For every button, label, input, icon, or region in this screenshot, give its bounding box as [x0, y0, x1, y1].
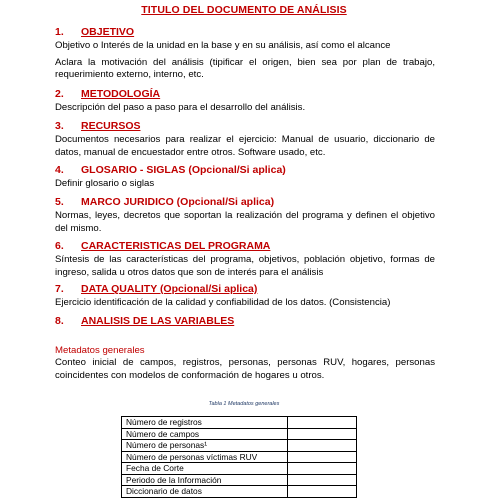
section-heading: [55, 26, 435, 39]
section-number: 1.: [55, 26, 64, 38]
section-glosario: [55, 164, 435, 191]
section-paragraph: Ejercicio identificación de la calidad y confiabilidad de los datos. (Consistencia): [55, 297, 391, 308]
table-cell-label: Número de personas víctimas RUV: [122, 451, 288, 463]
section-number: 8.: [55, 315, 64, 327]
section-title: METODOLOGÍA: [81, 88, 161, 100]
table-caption: Tabla 1 Metadatos generales: [208, 401, 280, 407]
section-objetivo: [55, 26, 435, 82]
section-title: GLOSARIO - SIGLAS (Opcional/Si aplica): [81, 164, 286, 176]
section-paragraph: Síntesis de las características del programa, objetivos, población objetivo, formas de ingreso, salida u otros datos que son de interés para el análisis: [55, 254, 435, 278]
section-number: 6.: [55, 240, 64, 252]
table-cell-value: [288, 451, 357, 463]
section-title: MARCO JURIDICO (Opcional/Si aplica): [81, 196, 275, 208]
table-cell-label: Número de campos: [122, 428, 288, 440]
table-cell-label: Periodo de la Información: [122, 474, 288, 486]
section-heading: [55, 283, 435, 296]
table-row: [122, 417, 357, 429]
table-row: [122, 428, 357, 440]
section-number: 5.: [55, 196, 64, 208]
table-row: [122, 451, 357, 463]
section-recursos: [55, 120, 435, 159]
section-metodologia: [55, 88, 435, 115]
table-cell-value: [288, 474, 357, 486]
section-paragraph: Definir glosario o siglas: [55, 178, 155, 189]
section-number: 4.: [55, 164, 64, 176]
section-title: ANALISIS DE LAS VARIABLES: [81, 315, 235, 327]
table-row: [122, 440, 357, 452]
table-row: [122, 463, 357, 475]
table-cell-value: [288, 428, 357, 440]
table-cell-value: [288, 486, 357, 498]
section-analisis-variables: [55, 315, 435, 328]
section-heading: [55, 88, 435, 101]
section-number: 3.: [55, 120, 64, 132]
section-title: CARACTERISTICAS DEL PROGRAMA: [81, 240, 271, 252]
table-cell-value: [288, 417, 357, 429]
section-paragraph: Normas, leyes, decretos que soportan la realización del programa y definen el objetivo del mismo.: [55, 210, 435, 234]
table-cell-label: Diccionario de datos: [122, 486, 288, 498]
section-marco-juridico: [55, 196, 435, 235]
section-heading: [55, 315, 435, 328]
metadatos-block: [55, 345, 435, 382]
table-cell-label: Fecha de Corte: [122, 463, 288, 475]
section-title: OBJETIVO: [81, 26, 135, 38]
table-row: [122, 486, 357, 498]
table-cell-value: [288, 463, 357, 475]
document-title: TITULO DEL DOCUMENTO DE ANÁLISIS: [141, 4, 347, 16]
section-paragraph: Descripción del paso a paso para el desarrollo del análisis.: [55, 102, 306, 113]
table-cell-label: Número de personas¹: [122, 440, 288, 452]
metadatos-table: [121, 416, 357, 498]
table-cell-label: Número de registros: [122, 417, 288, 429]
section-data-quality: [55, 283, 435, 310]
section-heading: [55, 164, 435, 177]
section-number: 7.: [55, 283, 64, 295]
section-heading: [55, 120, 435, 133]
section-caracteristicas: [55, 240, 435, 279]
section-number: 2.: [55, 88, 64, 100]
section-title: DATA QUALITY (Opcional/Si aplica): [81, 283, 258, 295]
table-row: [122, 474, 357, 486]
metadatos-subheading: Metadatos generales: [55, 345, 145, 356]
section-paragraph: Documentos necesarios para realizar el ejercicio: Manual de usuario, diccionario de datos, manual de encuestador entre otros. Software usado, etc.: [55, 134, 435, 158]
section-heading: [55, 240, 435, 253]
section-paragraph: Aclara la motivación del análisis (tipificar el origen, bien sea por plan de trabajo, requerimiento externo, interno, etc.: [55, 56, 435, 80]
section-paragraph: Objetivo o Interés de la unidad en la base y en su análisis, así como el alcance: [55, 40, 391, 51]
section-title: RECURSOS: [81, 120, 141, 132]
table-cell-value: [288, 440, 357, 452]
metadatos-paragraph: Conteo inicial de campos, registros, personas, personas RUV, hogares, personas coincidentes con modelos de conformación de hogares u otros.: [55, 357, 435, 381]
section-heading: [55, 196, 435, 209]
